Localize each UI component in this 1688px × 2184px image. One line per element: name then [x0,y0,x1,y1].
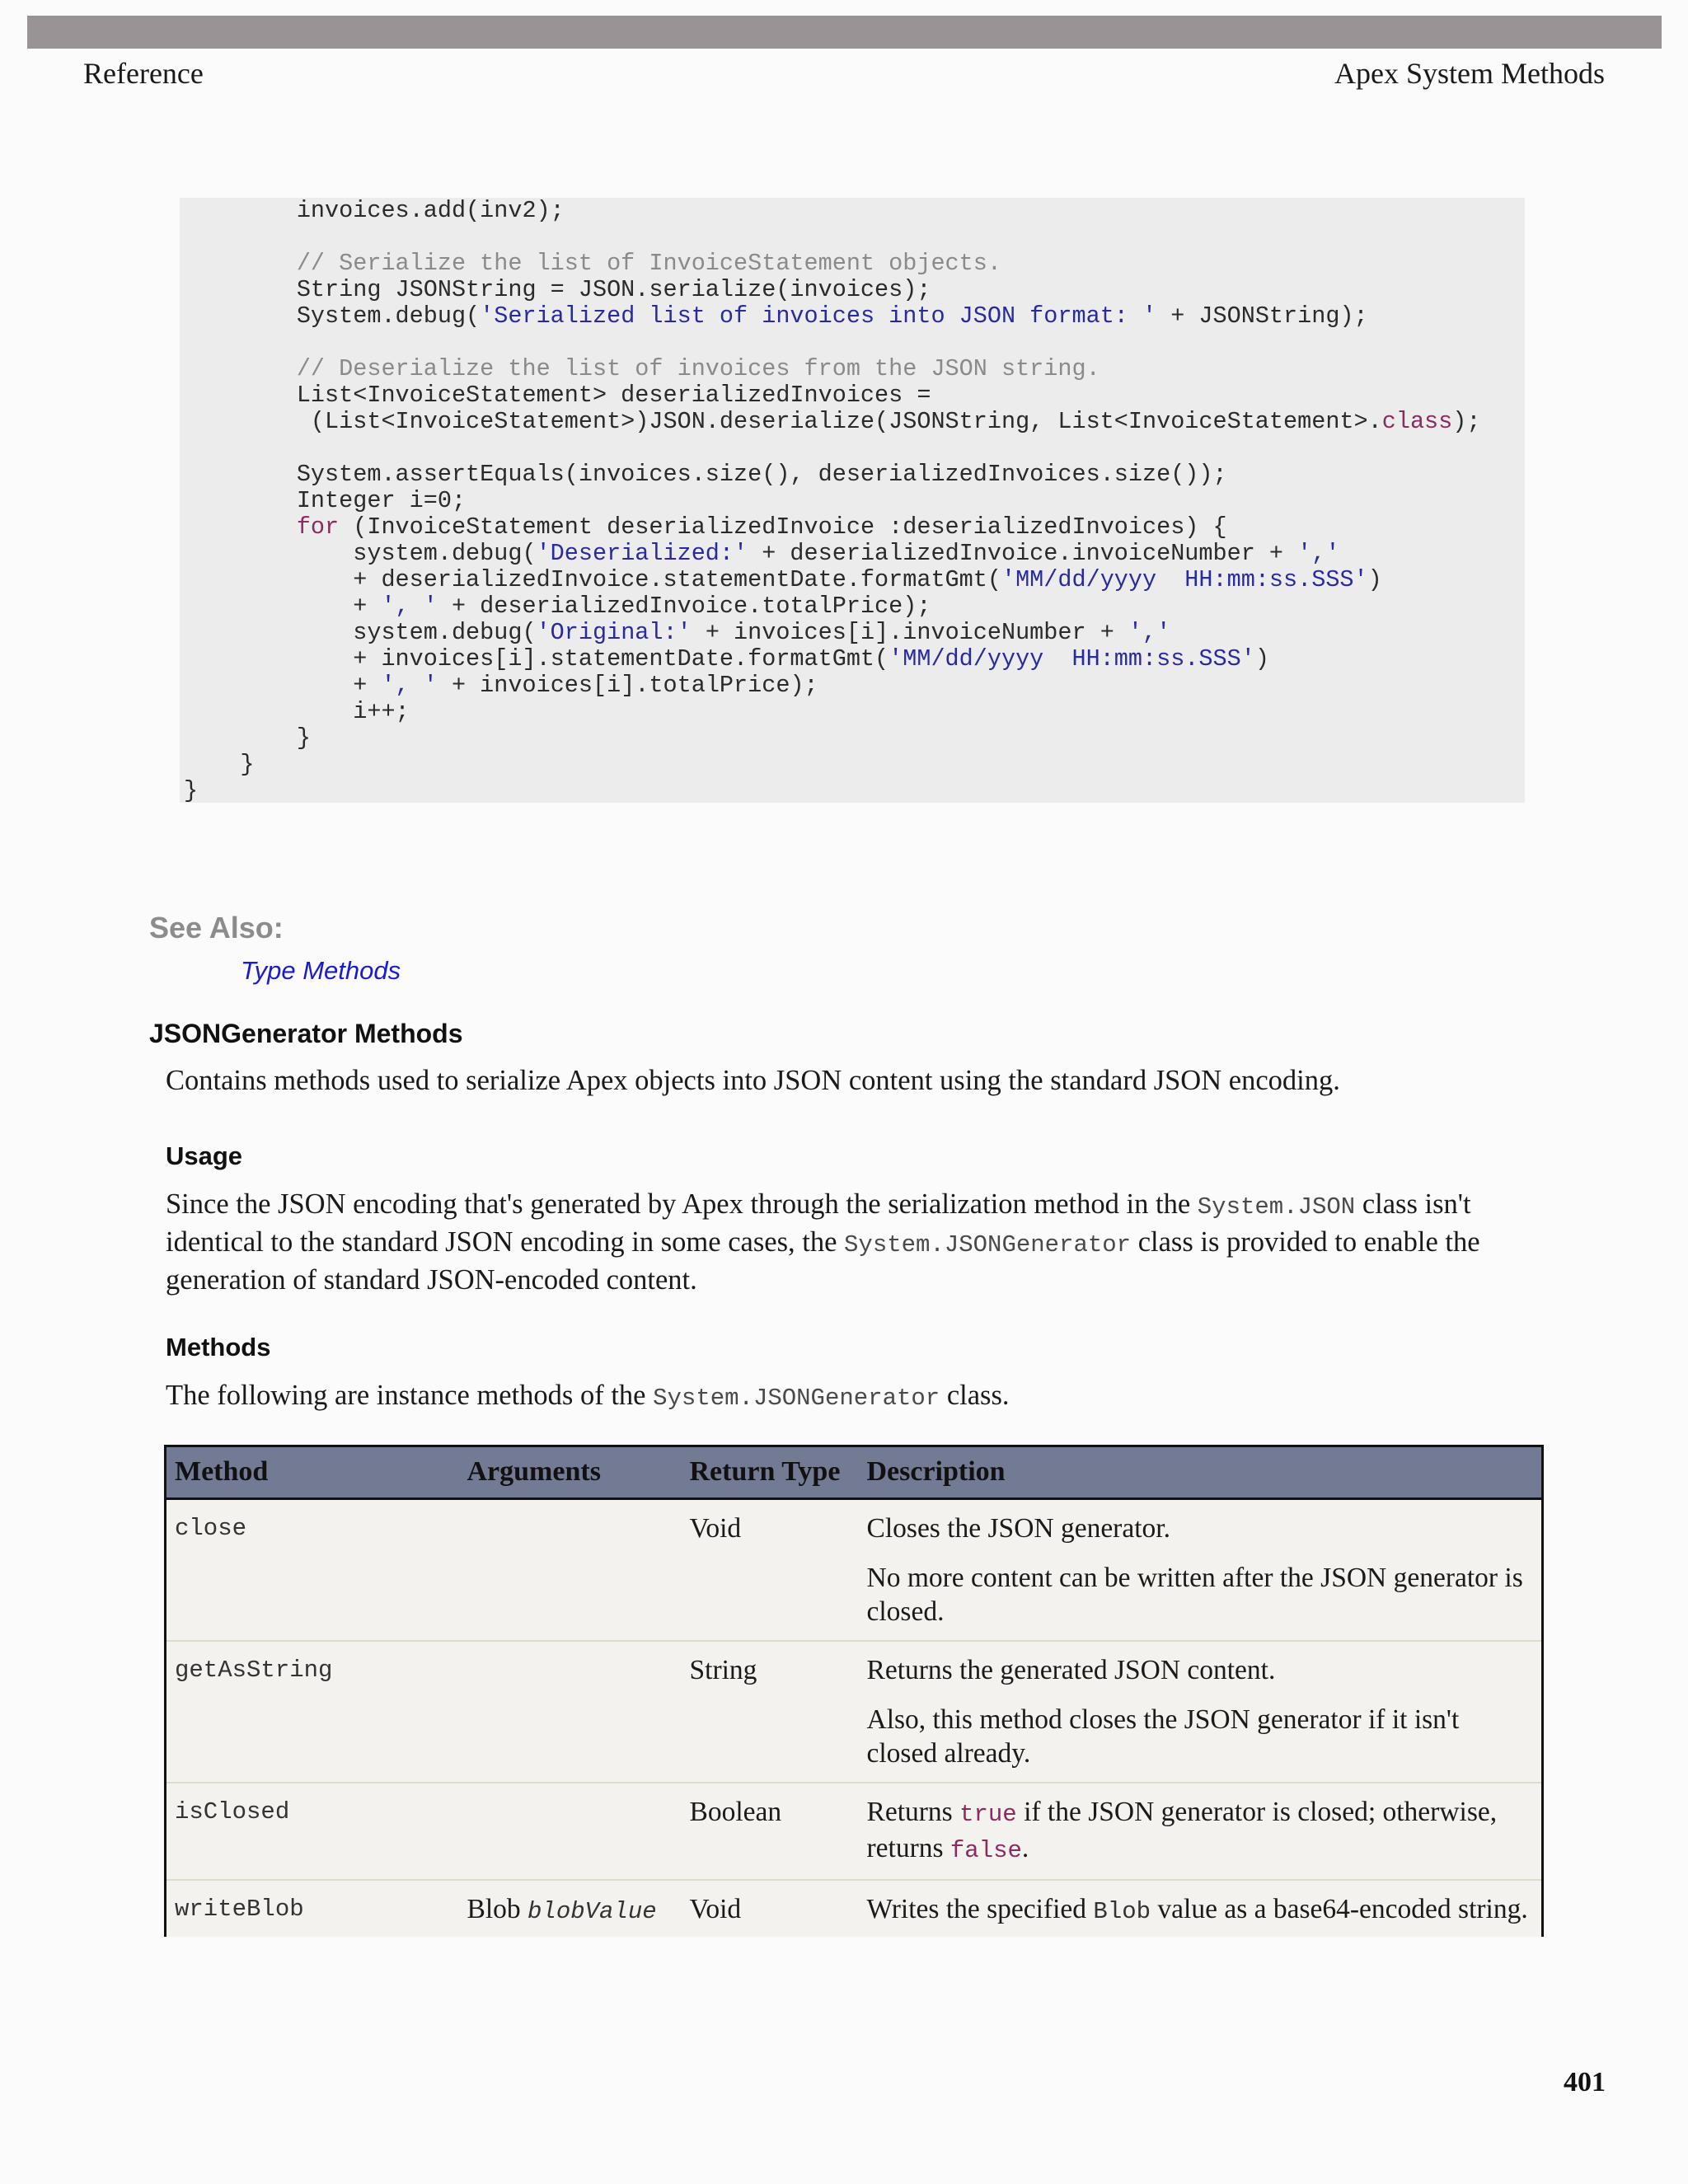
return-type: Void [682,1499,859,1642]
col-header-method: Method [166,1446,459,1499]
code-string: 'Original:' [536,619,692,646]
code-line: System.debug( [184,302,481,330]
method-description: Closes the JSON generator. No more content can be written after the JSON generator is closed. [859,1499,1543,1642]
section-title: JSONGenerator Methods [149,1019,463,1048]
col-header-description: Description [859,1446,1543,1499]
code-keyword: for [296,513,340,541]
method-name: isClosed [166,1783,459,1880]
code-line: } [184,724,311,752]
code-keyword: class [1381,408,1453,435]
code-listing: invoices.add(inv2); // Serialize the list of InvoiceStatement objects. String JSONString = JSON.serialize(invoices); System.debug('Serialized list of invoices into JSON format: ' + JSONString); // Deserialize the list of invoices from the JSON string. List<InvoiceStatement> deserializedInvoices = (List<InvoiceStatement>)JSON.deserialize(JSONString, List<InvoiceStatement>.class); System.assertEquals(invoices.size(), deserializedInvoices.size()); Integer i=0; for (InvoiceStatement deserializedInvoice :deserializedInvoices) { system.debug('Deserialized:' + deserializedInvoice.invoiceNumber + ',' + deserializedInvoice.statementDate.formatGmt('MM/dd/yyyy HH:mm:ss.SSS') + ', ' + deserializedInvoice.totalPrice); system.debug('Original:' + invoices[i].invoiceNumber + ',' + invoices[i].statementDate.formatGmt('MM/dd/yyyy HH:mm:ss.SSS') + ', ' + invoices[i].totalPrice); i++; } } } [184,197,1481,804]
methods-table [164,1445,1544,1937]
code-line: invoices.add(inv2); [184,197,565,224]
method-name: writeBlob [166,1880,459,1937]
see-also-heading: See Also: [149,911,284,944]
code-line: (List<InvoiceStatement>)JSON.deserialize(JSONString, List<InvoiceStatement>. [184,408,1382,435]
method-arguments [459,1641,682,1783]
section-intro: Contains methods used to serialize Apex objects into JSON content using the standard JSON encoding. [166,1065,1340,1096]
system-jsongenerator-code: System.JSONGenerator [844,1231,1132,1258]
running-head-right: Apex System Methods [1334,57,1605,90]
code-line: List<InvoiceStatement> deserializedInvoices = [184,382,931,409]
method-arguments: Blob blobValue [459,1880,682,1937]
method-description: Writes the specified Blob value as a base64-encoded string. [859,1880,1543,1937]
code-line: System.assertEquals(invoices.size(), deserializedInvoices.size()); [184,461,1227,488]
method-description: Returns true if the JSON generator is closed; otherwise, returns false. [859,1783,1543,1880]
code-string: ', ' [381,672,438,699]
method-arguments [459,1783,682,1880]
code-string: 'MM/dd/yyyy HH:mm:ss.SSS' [1001,566,1368,593]
code-comment: // Deserialize the list of invoices from the JSON string. [184,355,1100,382]
code-line: } [184,777,199,804]
code-line: } [184,751,255,778]
code-string: 'Serialized list of invoices into JSON format: ' [480,302,1157,330]
usage-heading: Usage [166,1141,243,1170]
true-literal: true [959,1801,1017,1828]
col-header-return-type: Return Type [682,1446,859,1499]
blob-code: Blob [1093,1898,1151,1925]
method-arguments [459,1499,682,1642]
code-string: ', ' [381,593,438,620]
running-head-left: Reference [83,57,204,90]
system-json-code: System.JSON [1197,1193,1356,1221]
return-type: Boolean [682,1783,859,1880]
methods-intro: The following are instance methods of the System.JSONGenerator class. [166,1380,1010,1412]
table-header-row [166,1446,1543,1499]
code-string: 'Deserialized:' [536,540,748,567]
return-type: Void [682,1880,859,1937]
method-description: Returns the generated JSON content. Also, this method closes the JSON generator if it isn't closed already. [859,1641,1543,1783]
method-name: getAsString [166,1641,459,1783]
code-block [180,198,1525,803]
table-row [166,1880,1543,1937]
type-methods-link[interactable]: Type Methods [241,956,401,985]
table-row [166,1641,1543,1783]
table-row [166,1499,1543,1642]
code-string: 'MM/dd/yyyy HH:mm:ss.SSS' [889,645,1255,673]
code-line: String JSONString = JSON.serialize(invoices); [184,276,931,303]
usage-paragraph: Since the JSON encoding that's generated by Apex through the serialization method in the System.JSON class isn't identical to the standard JSON encoding in some cases, the System.JSONGenerator class is provided to enable the generation of standard JSON-encoded content. [166,1188,1480,1296]
system-jsongenerator-code: System.JSONGenerator [653,1385,940,1412]
top-bar [27,16,1662,49]
code-comment: // Serialize the list of InvoiceStatement objects. [184,250,1001,277]
return-type: String [682,1641,859,1783]
false-literal: false [950,1837,1022,1864]
argument-name: blobValue [528,1898,657,1925]
method-name: close [166,1499,459,1642]
code-line: i++; [184,698,410,725]
methods-heading: Methods [166,1333,271,1361]
col-header-arguments: Arguments [459,1446,682,1499]
table-row [166,1783,1543,1880]
page-number: 401 [1564,2067,1606,2097]
code-line: Integer i=0; [184,487,467,514]
